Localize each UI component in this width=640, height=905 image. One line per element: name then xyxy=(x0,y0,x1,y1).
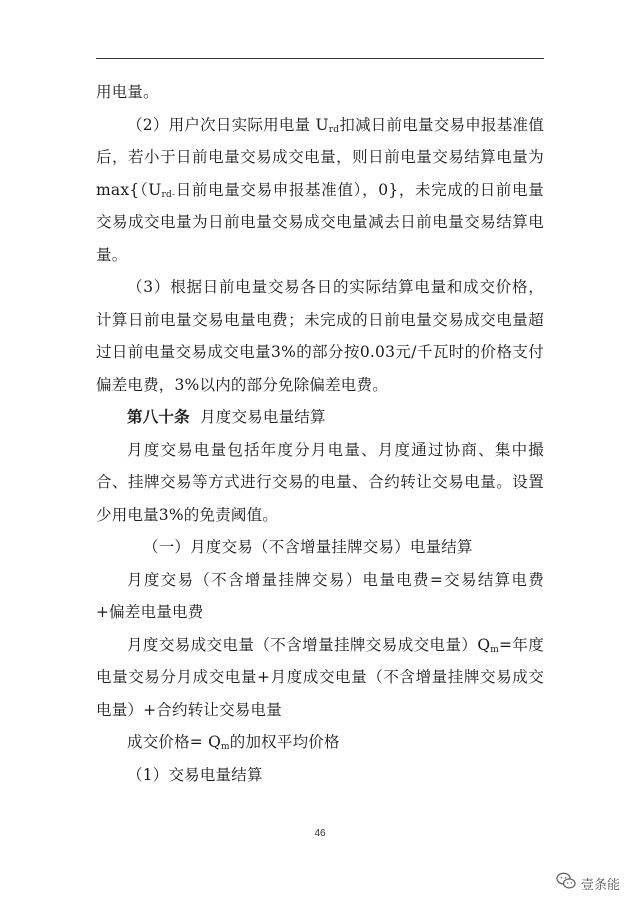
sub-clause-1: （1）交易电量结算 xyxy=(127,765,263,784)
article-title: 第八十条 xyxy=(127,408,190,426)
header-rule xyxy=(96,58,544,59)
clause-2 xyxy=(96,109,544,272)
formula-price xyxy=(96,726,544,759)
article-heading: 月度交易电量结算 xyxy=(200,408,326,426)
formula-volume-a: 月度交易成交电量（不含增量挂牌交易成交电量）Q xyxy=(127,635,491,654)
clause-3: （3）根据日前电量交易各日的实际结算电量和成交价格，计算日前电量交易电量电费；未完成的日前电量交易成交电量超过日前电量交易成交电量3%的部分按0.03元/千瓦时的价格支付偏差电费，3%以内的部分免除偏差电费。 xyxy=(96,278,544,394)
subscript-rd: rd xyxy=(328,124,340,135)
document-body xyxy=(96,76,544,791)
wechat-icon xyxy=(556,872,576,894)
paragraph-continuation: 用电量。 xyxy=(96,83,159,101)
watermark-text: 壹条能 xyxy=(580,877,620,893)
formula-volume-b: =年度电量交易分月成交电量+月度成交电量（不含增量挂牌交易成交电量）+合约转让交易电量 xyxy=(96,635,545,719)
watermark xyxy=(556,872,620,894)
formula-price-b: 的加权平均价格 xyxy=(229,733,340,751)
page-number: 46 xyxy=(314,828,326,839)
article-80-body: 月度交易电量包括年度分月电量、月度通过协商、集中撮合、挂牌交易等方式进行交易的电量、合约转让交易电量。设置少用电量3%的免责阈值。 xyxy=(96,440,544,524)
formula-volume xyxy=(96,629,544,727)
clause-2-text-c: 日前电量交易申报基准值），0}，未完成的日前电量交易成交电量为日前电量交易成交电量减去日前电量交易结算电量。 xyxy=(96,180,544,264)
subscript-rd-2: rd- xyxy=(161,189,176,200)
subscript-m-2: m xyxy=(221,742,230,752)
formula-fee: 月度交易（不含增量挂牌交易）电量电费=交易结算电费+偏差电量电费 xyxy=(96,570,544,621)
section-1-heading: （一）月度交易（不含增量挂牌交易）电量结算 xyxy=(143,538,473,556)
formula-price-a: 成交价格= Q xyxy=(127,733,222,751)
clause-2-text-b: 扣减日前电量交易申报基准值后，若小于日前电量交易成交电量，则日前电量交易结算电量为 max{（U xyxy=(96,115,544,199)
clause-2-text-a: （2）用户次日实际用电量 U xyxy=(127,115,329,134)
article-80 xyxy=(96,401,544,434)
subscript-m: m xyxy=(490,644,499,655)
